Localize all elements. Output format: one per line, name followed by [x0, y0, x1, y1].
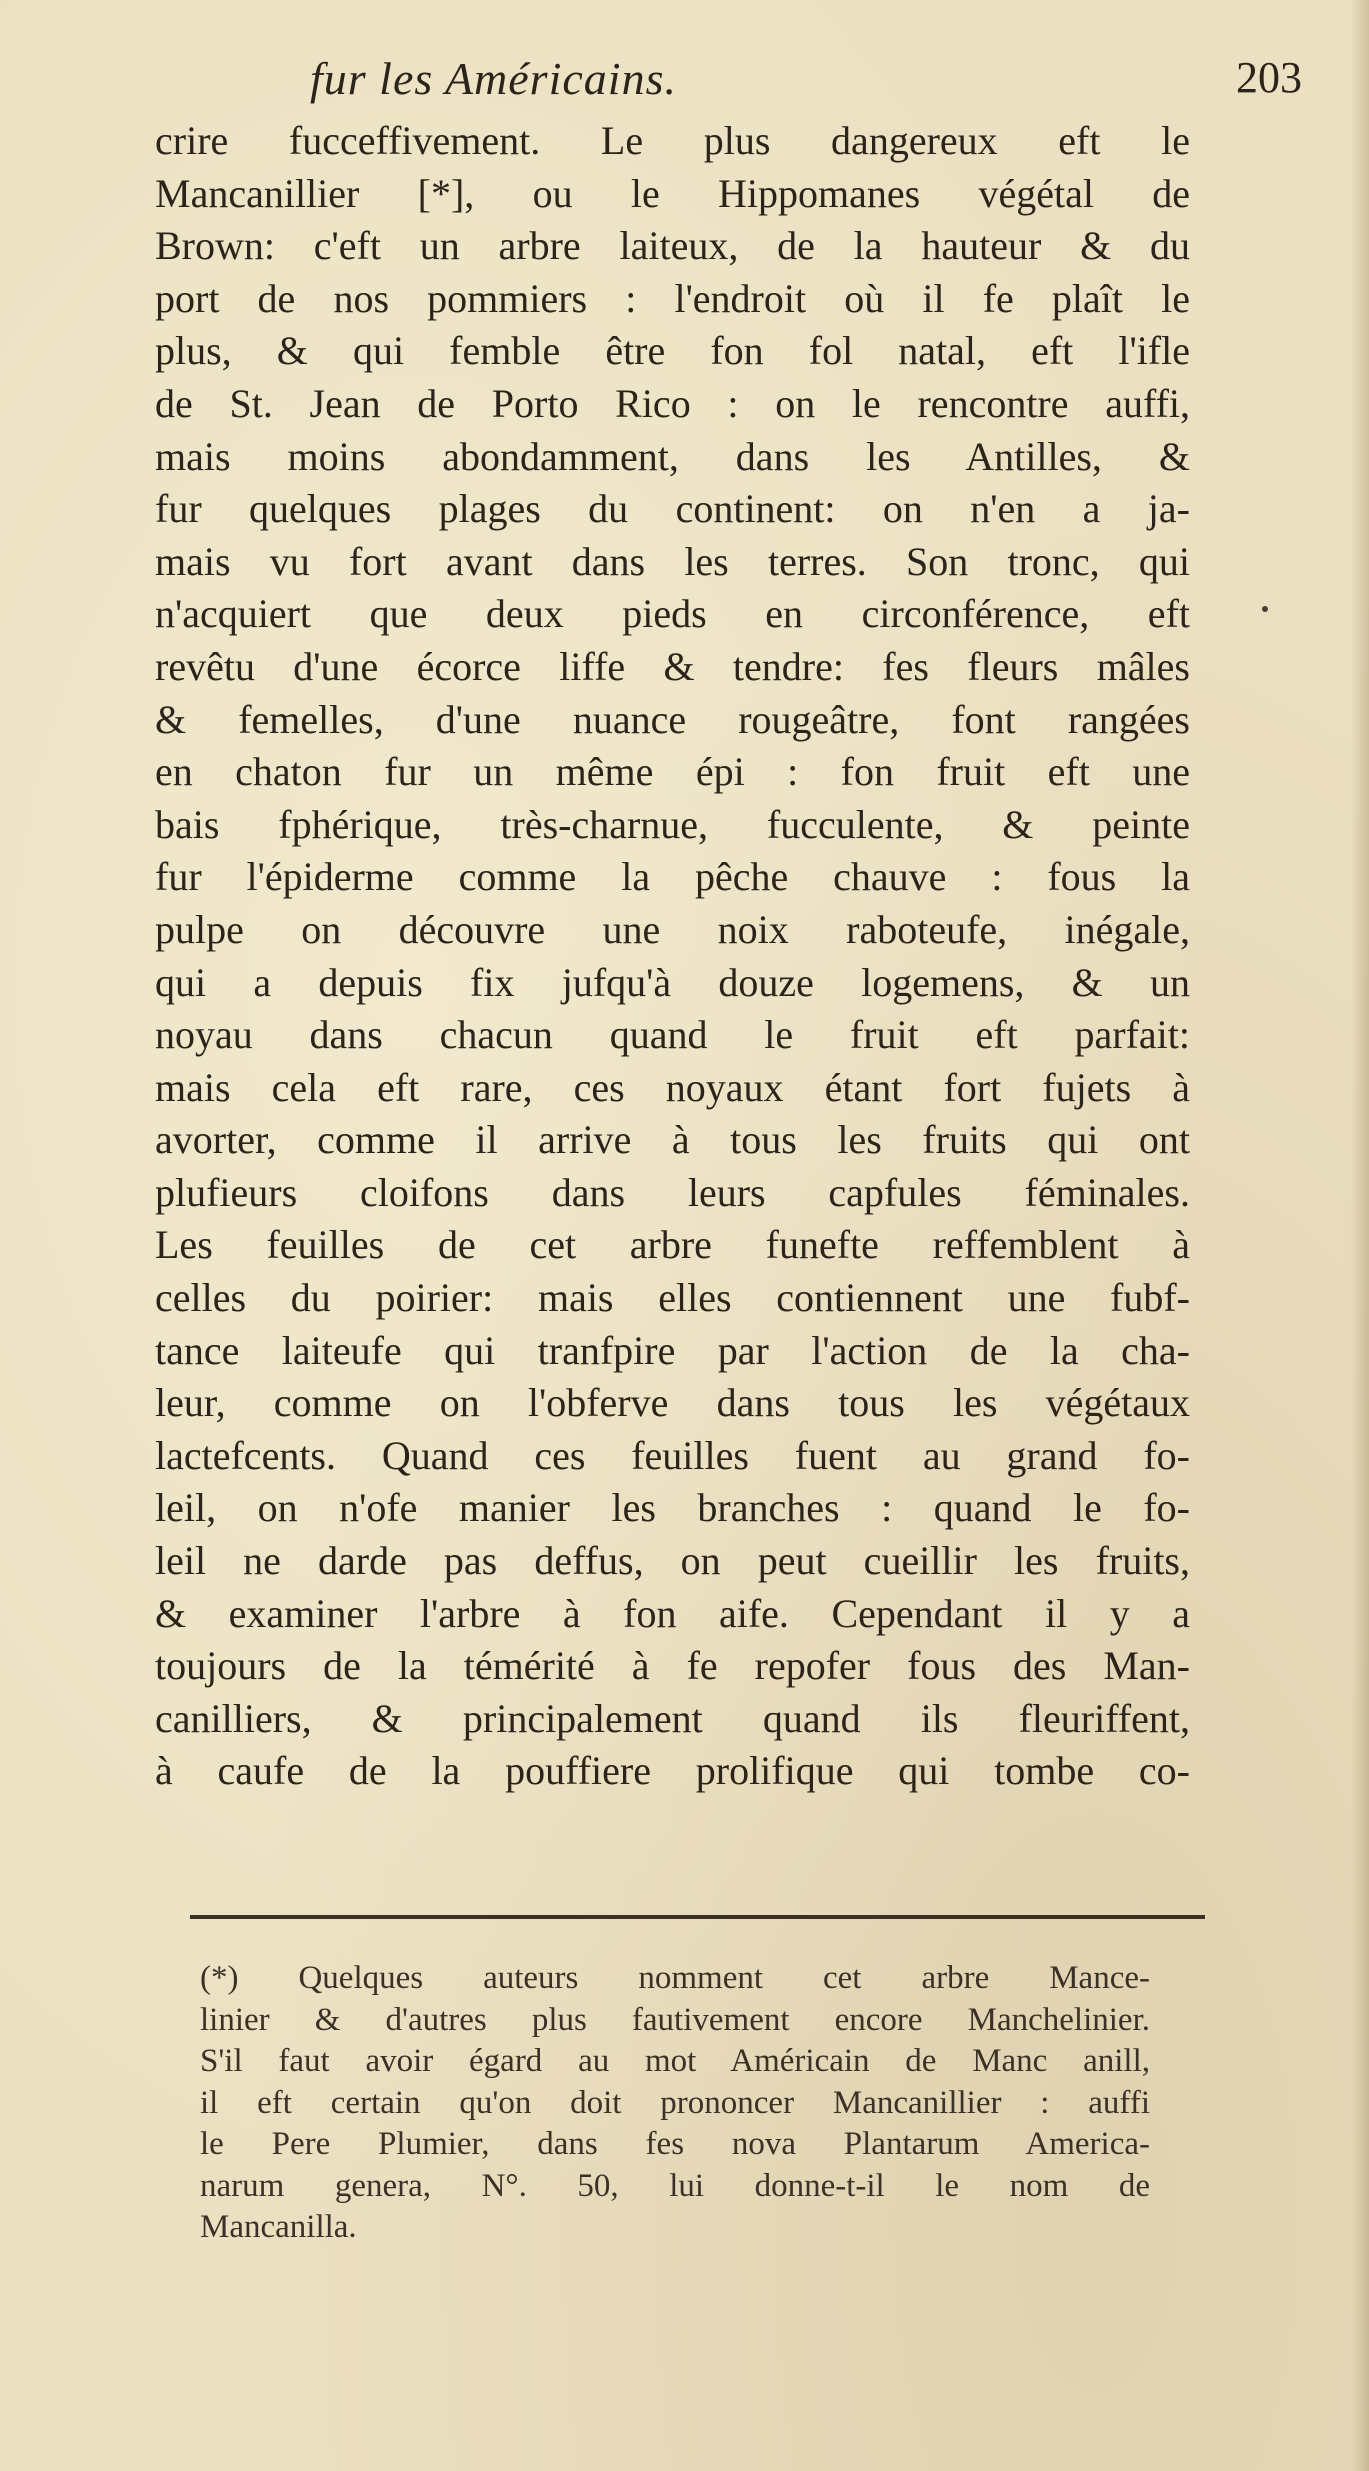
text-line: pulpe on découvre une noix raboteufe, inégale,	[155, 906, 1190, 952]
footnote-line: il eft certain qu'on doit prononcer Mancanillier : auffi	[200, 2084, 1150, 2121]
footnote-line: narum genera, N°. 50, lui donne-t-il le nom de	[200, 2167, 1150, 2204]
text-line: qui a depuis fix jufqu'à douze logemens, & un	[155, 959, 1190, 1005]
page-number: 203	[1236, 53, 1302, 102]
text-line: leil, on n'ofe manier les branches : quand le fo-	[155, 1485, 1190, 1531]
running-title: fur les Américains.	[310, 53, 677, 104]
text-line: port de nos pommiers : l'endroit où il fe plaît le	[155, 275, 1190, 321]
ink-speck	[1262, 606, 1268, 612]
text-line: de St. Jean de Porto Rico : on le rencontre auffi,	[155, 380, 1190, 426]
main-text-block	[155, 115, 1190, 1798]
text-line: mais moins abondamment, dans les Antilles, &	[155, 433, 1190, 479]
text-line: plufieurs cloifons dans leurs capfules féminales.	[155, 1169, 1190, 1215]
text-line: leil ne darde pas deffus, on peut cueillir les fruits,	[155, 1538, 1190, 1584]
text-line: en chaton fur un même épi : fon fruit eft une	[155, 749, 1190, 795]
text-line: bais fphérique, très-charnue, fucculente, & peinte	[155, 801, 1190, 847]
text-line: crire fucceffivement. Le plus dangereux eft le	[155, 118, 1190, 163]
text-line: Les feuilles de cet arbre funefte reffemblent à	[155, 1222, 1190, 1268]
text-line: canilliers, & principalement quand ils fleuriffent,	[155, 1695, 1190, 1741]
page-header	[310, 52, 1310, 112]
footnote-line: S'il faut avoir égard au mot Américain de Manc anill,	[200, 2043, 1150, 2079]
text-line: n'acquiert que deux pieds en circonférence, eft	[155, 591, 1190, 637]
text-line: avorter, comme il arrive à tous les fruits qui ont	[155, 1117, 1190, 1163]
text-line: plus, & qui femble être fon fol natal, eft l'ifle	[155, 328, 1190, 374]
text-line: à caufe de la pouffiere prolifique qui tombe co-	[155, 1748, 1190, 1794]
footnote-line: (*) Quelques auteurs nomment cet arbre Mance-	[200, 1960, 1150, 1996]
text-line: lactefcents. Quand ces feuilles fuent au grand fo-	[155, 1432, 1190, 1478]
text-line: fur quelques plages du continent: on n'en a ja-	[155, 486, 1190, 532]
text-line: & examiner l'arbre à fon aife. Cependant il y a	[155, 1590, 1190, 1636]
text-line: mais vu fort avant dans les terres. Son tronc, qui	[155, 538, 1190, 584]
text-line: Brown: c'eft un arbre laiteux, de la hauteur & du	[155, 223, 1190, 269]
text-line: tance laiteufe qui tranfpire par l'action de la cha-	[155, 1327, 1190, 1373]
text-line: revêtu d'une écorce liffe & tendre: fes fleurs mâles	[155, 643, 1190, 689]
text-line: toujours de la témérité à fe repofer fous des Man-	[155, 1643, 1190, 1689]
text-line: & femelles, d'une nuance rougeâtre, font rangées	[155, 696, 1190, 742]
footnote-line: linier & d'autres plus fautivement encore Manchelinier.	[200, 2001, 1150, 2038]
text-line: celles du poirier: mais elles contiennent une fubf-	[155, 1275, 1190, 1321]
page-edge-shadow	[1351, 0, 1369, 2471]
footnote-block	[200, 1958, 1150, 2249]
footnote-line: Mancanilla.	[200, 2209, 357, 2245]
footnote-divider	[190, 1915, 1205, 1919]
text-line: mais cela eft rare, ces noyaux étant fort fujets à	[155, 1064, 1190, 1110]
text-line: Mancanillier [*], ou le Hippomanes végétal de	[155, 170, 1190, 216]
text-line: noyau dans chacun quand le fruit eft parfait:	[155, 1012, 1190, 1058]
text-line: fur l'épiderme comme la pêche chauve : fous la	[155, 854, 1190, 900]
footnote-line: le Pere Plumier, dans fes nova Plantarum America-	[200, 2126, 1150, 2162]
text-line: leur, comme on l'obferve dans tous les végétaux	[155, 1380, 1190, 1426]
